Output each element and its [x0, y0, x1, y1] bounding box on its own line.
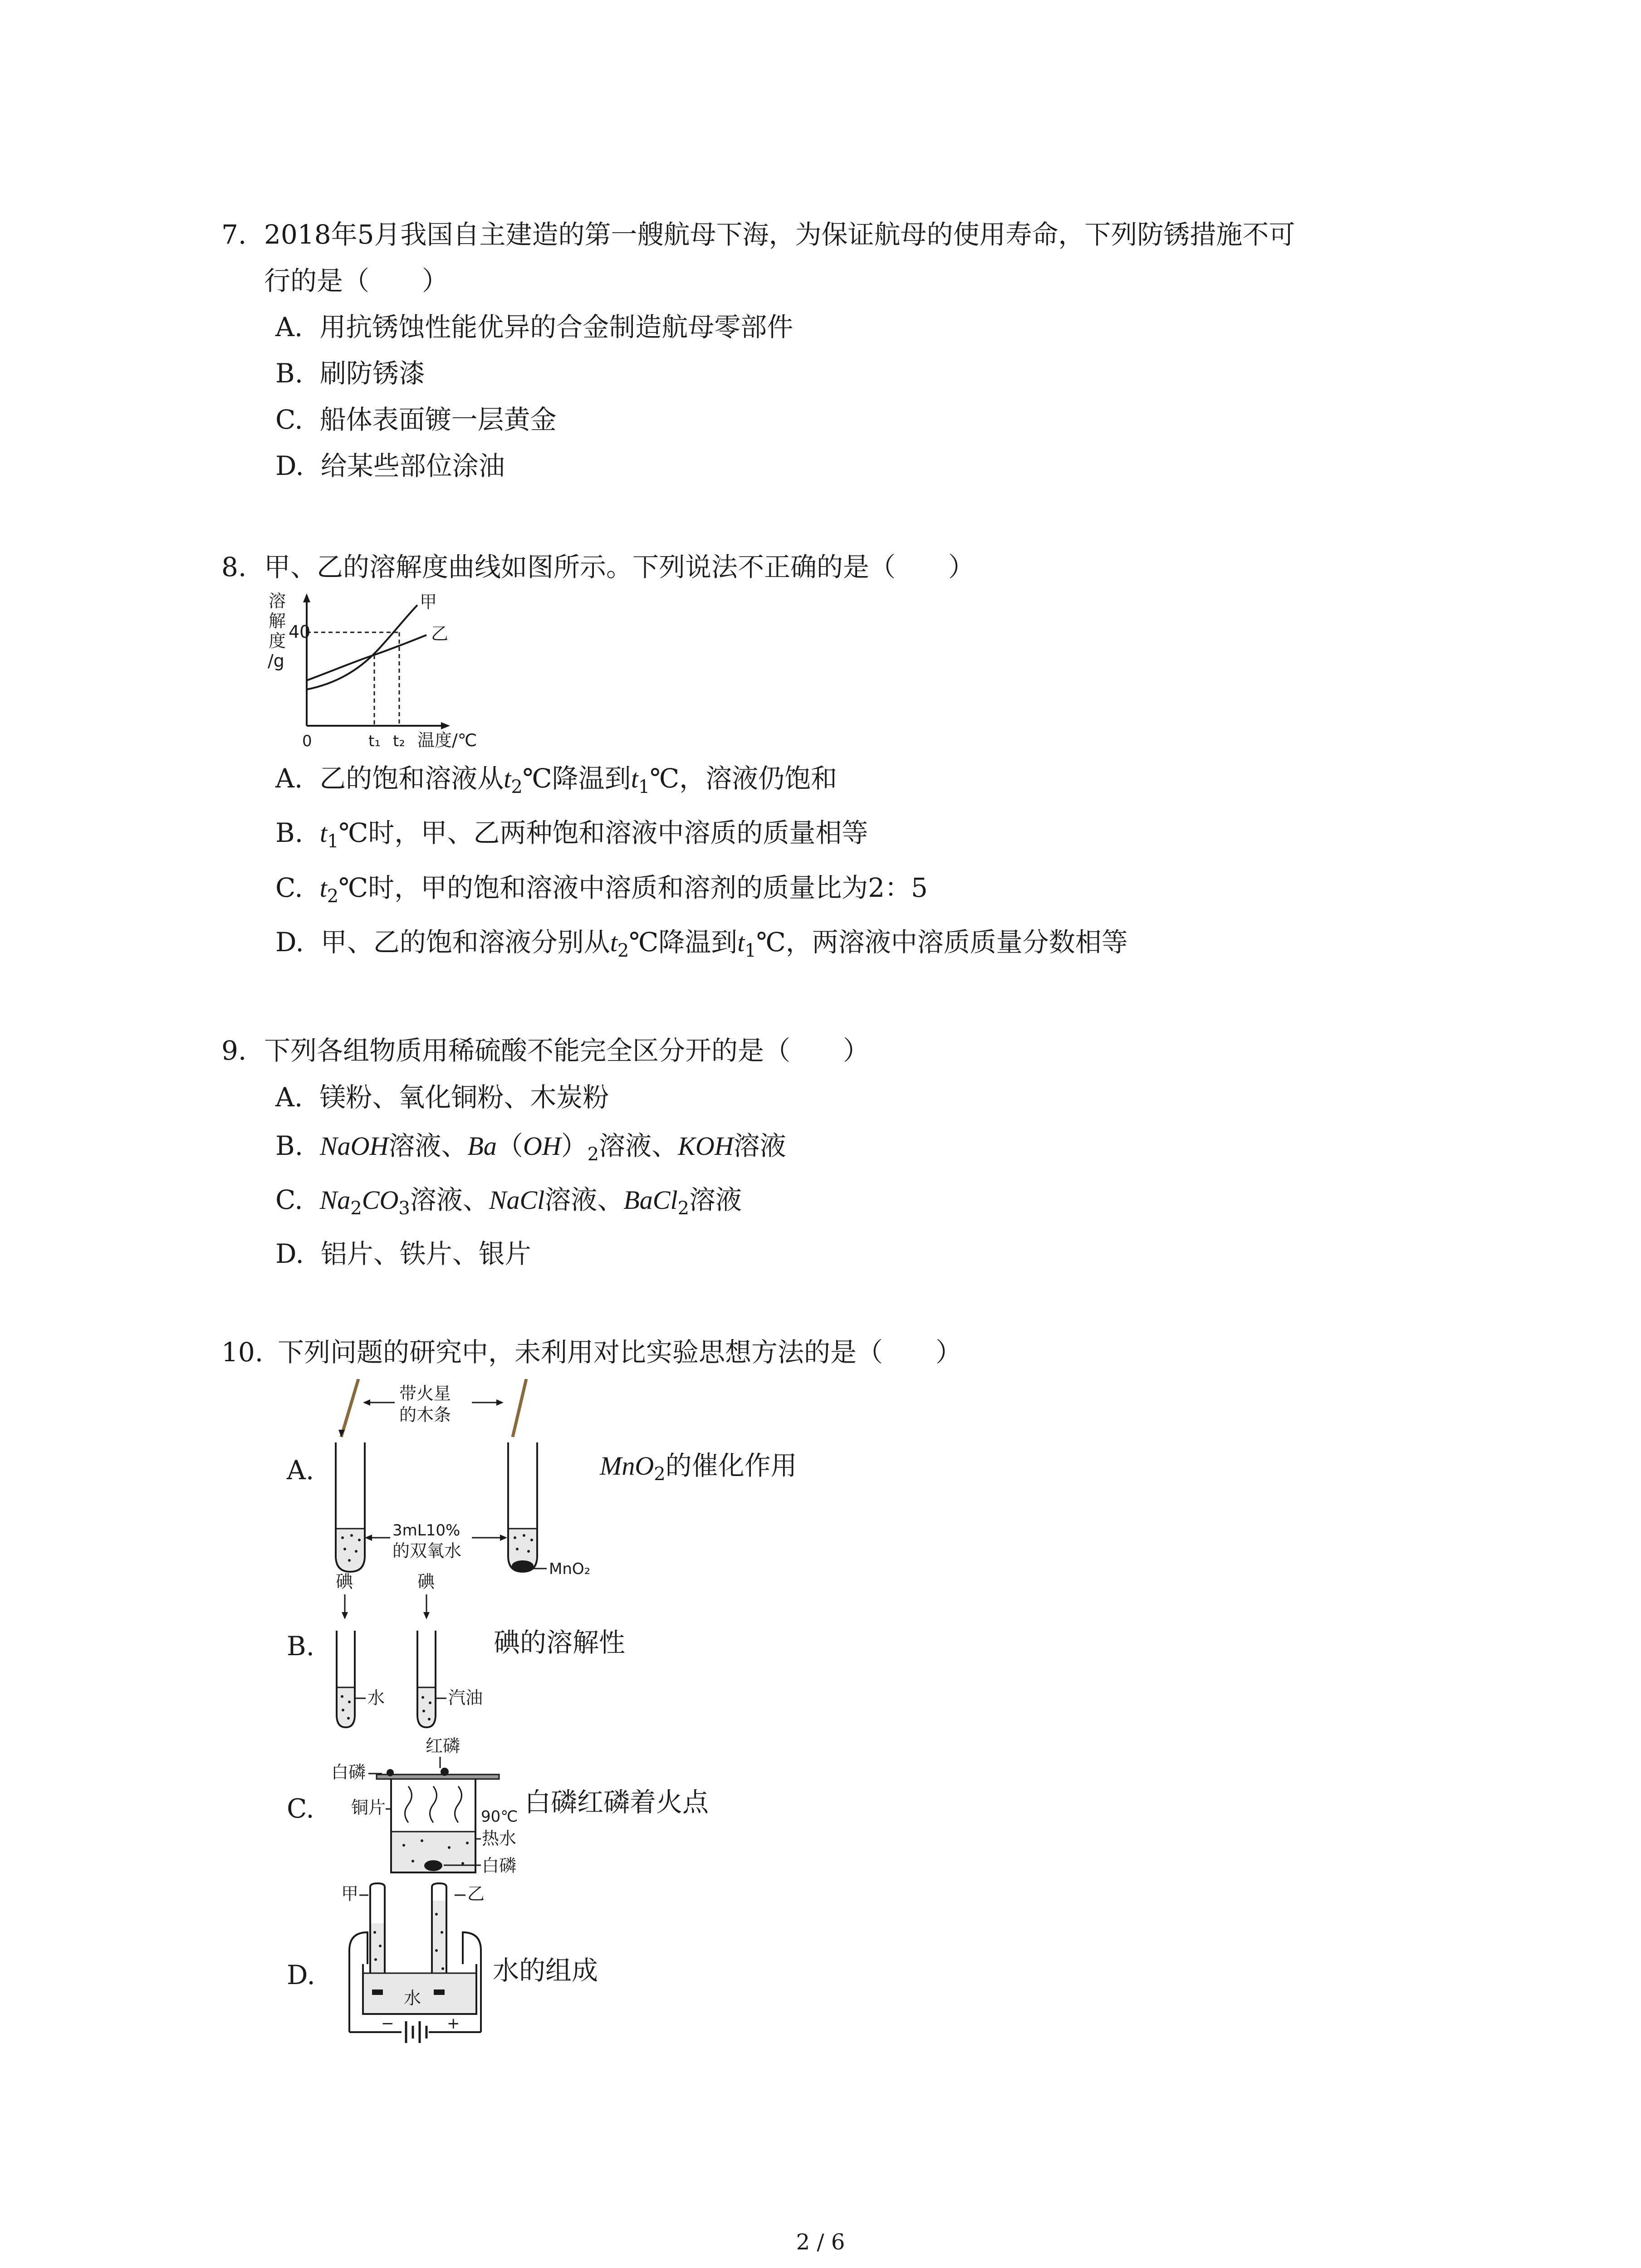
- white-phosphorus-water-label: 白磷: [482, 1856, 517, 1876]
- svg-text:溶: 溶: [269, 591, 286, 611]
- q8-option-a: A. 乙的饱和溶液从$t_2℃$降温到$t_1℃$，溶液仍饱和: [275, 763, 838, 797]
- series-label-yi: 乙: [431, 624, 449, 644]
- page-number: 2 / 6: [796, 2229, 845, 2255]
- mno2-label: MnO₂: [549, 1560, 591, 1578]
- q7-option-d: D. 给某些部位涂油: [275, 450, 505, 481]
- copper-label: 铜片: [351, 1798, 386, 1818]
- y-tick-40: 40: [289, 622, 311, 642]
- q9-option-a: A. 镁粉、氧化铜粉、木炭粉: [275, 1082, 609, 1113]
- x-axis-arrow: [441, 722, 450, 729]
- q7-stem-line1: 2018年5月我国自主建造的第一艘航母下海，为保证航母的使用寿命，下列防锈措施不可: [264, 219, 1295, 250]
- q9-number: 9.: [221, 1035, 247, 1066]
- glowing-stick-left: [341, 1379, 358, 1437]
- q7-number: 7.: [221, 219, 247, 250]
- iodine-left-label: 碘: [336, 1572, 353, 1592]
- q7-option-a: A. 用抗锈蚀性能优异的合金制造航母零部件: [275, 312, 794, 342]
- q10-option-c-label: C.: [287, 1793, 314, 1824]
- q10-option-a-label: A.: [287, 1455, 314, 1486]
- q8-option-c: C. $t_2℃$时，甲的饱和溶液中溶质和溶剂的质量比为2：5: [275, 872, 928, 907]
- curve-jia: [307, 605, 417, 689]
- solubility-curve-figure: [263, 590, 499, 753]
- x-axis-label: 温度/℃: [417, 730, 477, 750]
- origin-label: 0: [302, 732, 312, 750]
- electrolysis-figure: [331, 1882, 499, 2046]
- x-tick-t2: t₂: [393, 732, 405, 750]
- liquid-label-1: 3mL10%: [392, 1521, 460, 1540]
- q10-option-d-text: 水的组成: [493, 1955, 598, 1986]
- ignition-point-figure: [331, 1736, 531, 1886]
- stick-label-2: 的木条: [399, 1405, 451, 1425]
- liquid-label-2: 的双氧水: [392, 1541, 462, 1561]
- q8-stem: 甲、乙的溶解度曲线如图所示。下列说法不正确的是（ ）: [264, 552, 975, 582]
- iodine-right-label: 碘: [417, 1572, 435, 1592]
- q9-option-c: C. $Na_2CO_3$溶液、NaCl溶液、BaCl$_2$溶液: [275, 1184, 742, 1219]
- hot-water-label: 热水: [482, 1828, 517, 1848]
- catalyst-experiment-figure: [318, 1379, 626, 1588]
- q10-option-a-text: MnO$_2$的催化作用: [600, 1450, 797, 1485]
- x-tick-t1: t₁: [368, 732, 381, 750]
- glowing-stick-right: [513, 1379, 526, 1437]
- copper-plate: [377, 1774, 499, 1779]
- temperature-label: 90℃: [481, 1808, 518, 1826]
- stick-label-1: 带火星: [399, 1383, 451, 1403]
- q7-stem-line2: 行的是（ ）: [264, 265, 449, 296]
- white-phosphorus-in-water: [424, 1860, 442, 1871]
- svg-text:/g: /g: [268, 651, 284, 671]
- q10-option-c-text: 白磷红磷着火点: [524, 1787, 709, 1818]
- solvent-gasoline-label: 汽油: [448, 1688, 483, 1708]
- q10-stem: 下列问题的研究中，未利用对比实验思想方法的是（ ）: [278, 1337, 962, 1368]
- red-phosphorus-label: 红磷: [426, 1736, 460, 1756]
- solvent-water-label: 水: [367, 1688, 385, 1708]
- y-axis-arrow: [303, 593, 310, 602]
- q9-option-b: B. NaOH溶液、$Ba(OH)_2$溶液、KOH溶液: [275, 1130, 786, 1165]
- q10-number: 10.: [221, 1337, 264, 1368]
- q10-option-b-text: 碘的溶解性: [494, 1627, 626, 1658]
- q7-option-c: C. 船体表面镀一层黄金: [275, 404, 557, 435]
- series-label-jia: 甲: [420, 592, 437, 612]
- svg-text:度: 度: [269, 631, 286, 651]
- q8-option-b: B. $t_1℃$时，甲、乙两种饱和溶液中溶质的质量相等: [275, 817, 868, 852]
- plus-label: +: [447, 2014, 460, 2033]
- q9-option-d: D. 铝片、铁片、银片: [275, 1238, 531, 1269]
- q9-stem: 下列各组物质用稀硫酸不能完全区分开的是（ ）: [264, 1035, 870, 1066]
- q7-option-b: B. 刷防锈漆: [275, 358, 425, 389]
- water-label: 水: [404, 1988, 421, 2008]
- iodine-solubility-figure: [327, 1569, 517, 1737]
- tube-yi-label: 乙: [467, 1884, 485, 1904]
- q8-number: 8.: [221, 552, 247, 582]
- q8-option-d: D. 甲、乙的饱和溶液分别从$t_2℃$降温到$t_1℃$，两溶液中溶质质量分数相等: [275, 927, 1128, 961]
- minus-label: −: [381, 2014, 394, 2033]
- y-axis-label: [268, 591, 286, 671]
- svg-text:解: 解: [269, 611, 286, 631]
- curve-yi: [307, 635, 426, 680]
- q10-option-d-label: D.: [287, 1960, 315, 1990]
- q10-option-b-label: B.: [287, 1631, 315, 1662]
- tube-jia-label: 甲: [341, 1884, 359, 1904]
- white-phosphorus-top-label: 白磷: [331, 1762, 366, 1782]
